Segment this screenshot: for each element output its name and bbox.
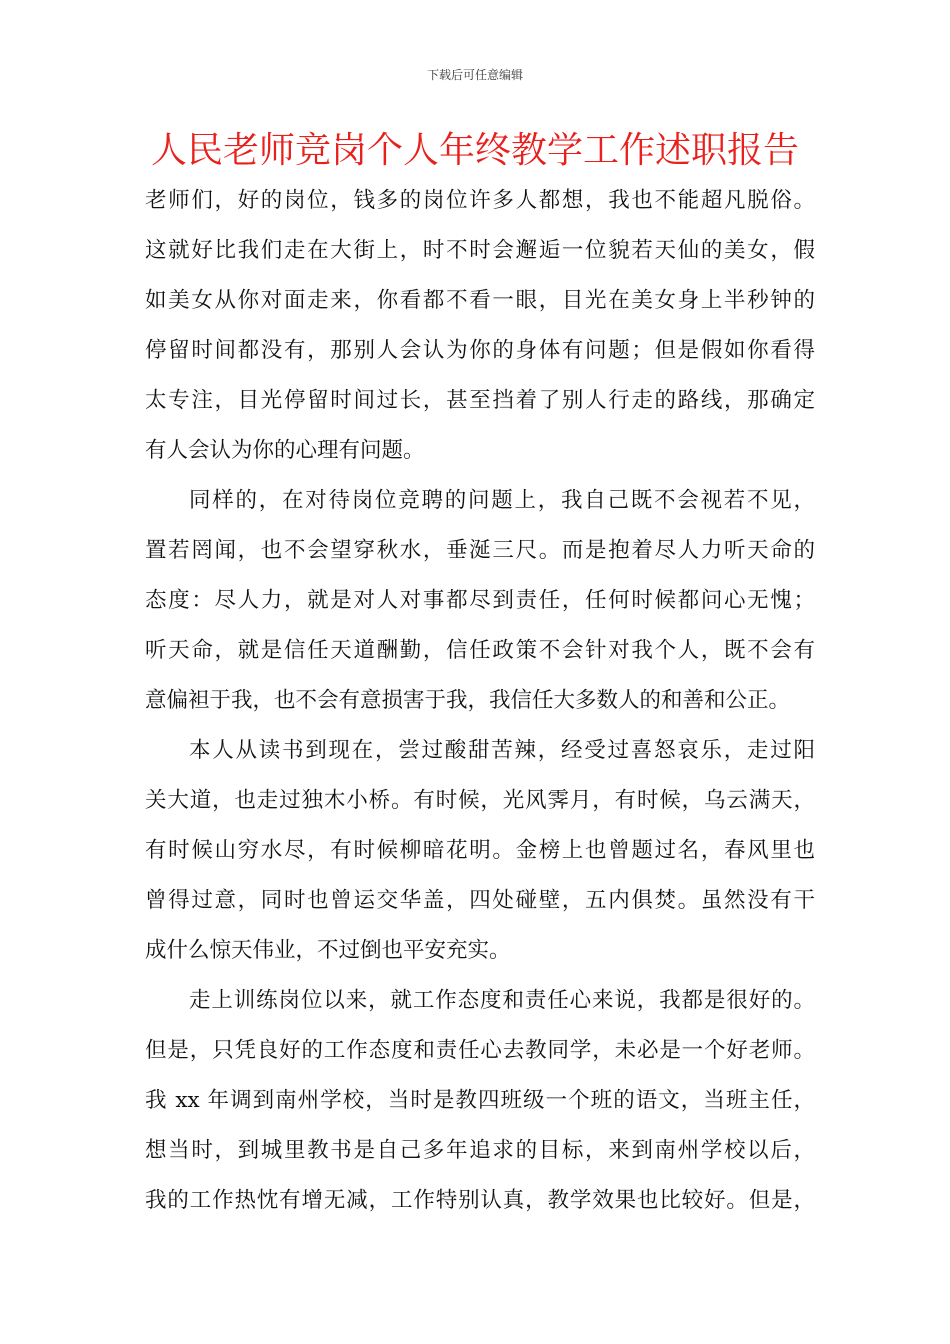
text-line: 太专注，目光停留时间过长，甚至挡着了别人行走的路线，那确定 bbox=[145, 388, 815, 413]
text-line: 置若罔闻，也不会望穿秋水，垂涎三尺。而是抱着尽人力听天命的 bbox=[145, 538, 815, 563]
text-line: 但是，只凭良好的工作态度和责任心去教同学，未必是一个好老师。 bbox=[145, 1038, 815, 1063]
text-line: 同样的，在对待岗位竞聘的问题上，我自己既不会视若不见， bbox=[189, 488, 815, 513]
header-note: 下载后可任意编辑 bbox=[426, 68, 523, 82]
text-line: 想当时，到城里教书是自己多年追求的目标，来到南州学校以后， bbox=[145, 1138, 815, 1163]
text-line: 听天命，就是信任天道酬勤，信任政策不会针对我个人，既不会有 bbox=[145, 638, 815, 663]
text-line: 态度：尽人力，就是对人对事都尽到责任，任何时候都问心无愧； bbox=[145, 588, 815, 613]
text-line: 走上训练岗位以来，就工作态度和责任心来说，我都是很好的。 bbox=[189, 988, 815, 1013]
text-line: 关大道，也走过独木小桥。有时候，光风霁月，有时候，乌云满天， bbox=[145, 788, 815, 813]
text-line: 本人从读书到现在，尝过酸甜苦辣，经受过喜怒哀乐，走过阳 bbox=[189, 738, 815, 763]
text-line: 曾得过意，同时也曾运交华盖，四处碰壁，五内俱焚。虽然没有干 bbox=[145, 888, 815, 913]
document-title: 人民老师竞岗个人年终教学工作述职报告 bbox=[150, 130, 799, 171]
text-line: 我的工作热忱有增无减，工作特别认真，教学效果也比较好。但是， bbox=[145, 1188, 815, 1213]
text-line: 成什么惊天伟业，不过倒也平安充实。 bbox=[145, 938, 511, 963]
text-line: 有时候山穷水尽，有时候柳暗花明。金榜上也曾题过名，春风里也 bbox=[145, 838, 815, 863]
text-line: 这就好比我们走在大街上，时不时会邂逅一位貌若天仙的美女，假 bbox=[145, 238, 815, 263]
text-line: 我 xx 年调到南州学校，当时是教四班级一个班的语文，当班主任， bbox=[145, 1088, 815, 1113]
text-line: 有人会认为你的心理有问题。 bbox=[145, 438, 425, 463]
text-line: 老师们，好的岗位，钱多的岗位许多人都想，我也不能超凡脱俗。 bbox=[145, 188, 815, 213]
body-text bbox=[145, 176, 815, 1226]
text-line: 意偏袒于我，也不会有意损害于我，我信任大多数人的和善和公正。 bbox=[145, 688, 791, 713]
text-line: 停留时间都没有，那别人会认为你的身体有问题；但是假如你看得 bbox=[145, 338, 815, 363]
text-line: 如美女从你对面走来，你看都不看一眼，目光在美女身上半秒钟的 bbox=[145, 288, 815, 313]
